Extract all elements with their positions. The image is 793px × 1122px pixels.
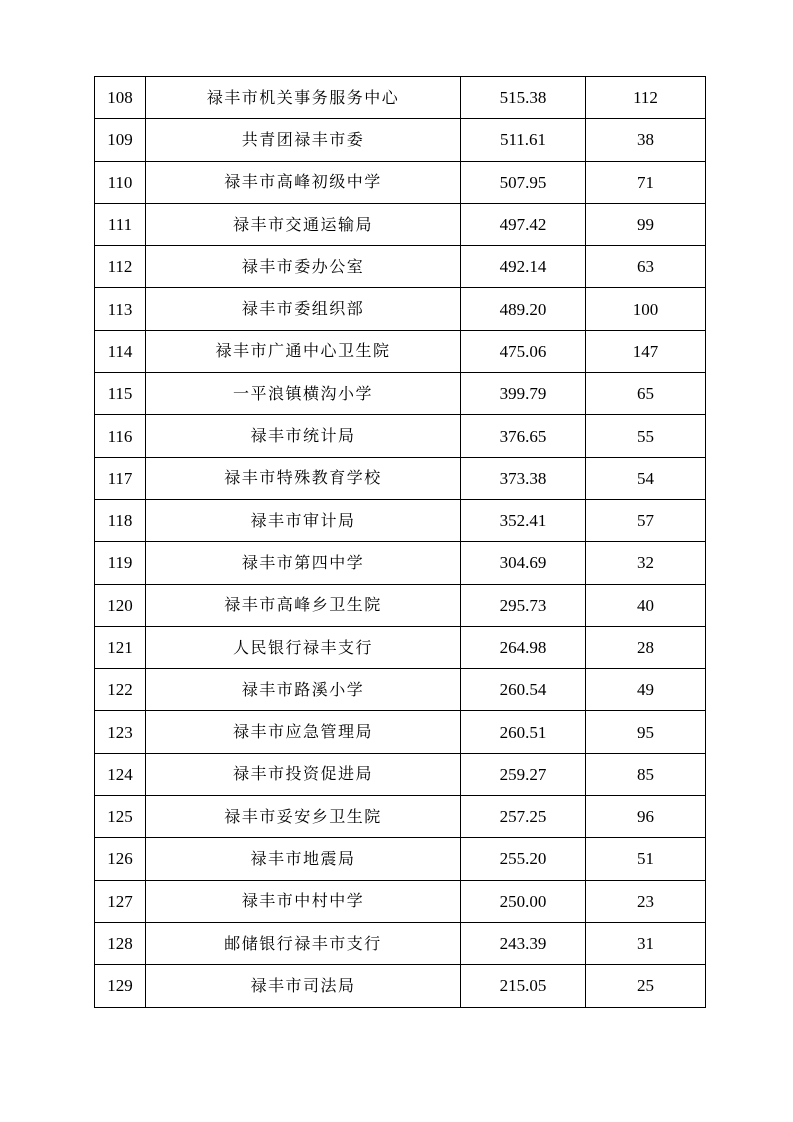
value-cell: 259.27 xyxy=(461,753,586,795)
row-index-cell: 122 xyxy=(95,669,146,711)
unit-name-cell: 禄丰市委组织部 xyxy=(146,288,461,330)
value-cell: 373.38 xyxy=(461,457,586,499)
value-cell: 260.51 xyxy=(461,711,586,753)
value-cell: 489.20 xyxy=(461,288,586,330)
count-cell: 100 xyxy=(586,288,706,330)
count-cell: 99 xyxy=(586,203,706,245)
row-index-cell: 114 xyxy=(95,330,146,372)
row-index-cell: 111 xyxy=(95,203,146,245)
unit-name-cell: 禄丰市高峰初级中学 xyxy=(146,161,461,203)
table-row xyxy=(95,77,706,119)
row-index-cell: 116 xyxy=(95,415,146,457)
unit-name-cell: 一平浪镇横沟小学 xyxy=(146,373,461,415)
value-cell: 511.61 xyxy=(461,119,586,161)
table-body xyxy=(95,77,706,1008)
unit-name-cell: 禄丰市特殊教育学校 xyxy=(146,457,461,499)
count-cell: 32 xyxy=(586,542,706,584)
unit-name-cell: 人民银行禄丰支行 xyxy=(146,626,461,668)
row-index-cell: 127 xyxy=(95,880,146,922)
unit-name-cell: 禄丰市投资促进局 xyxy=(146,753,461,795)
table-row xyxy=(95,753,706,795)
count-cell: 85 xyxy=(586,753,706,795)
unit-name-cell: 禄丰市路溪小学 xyxy=(146,669,461,711)
table-row xyxy=(95,203,706,245)
unit-name-cell: 禄丰市司法局 xyxy=(146,965,461,1007)
table-row xyxy=(95,373,706,415)
row-index-cell: 121 xyxy=(95,626,146,668)
table-row xyxy=(95,246,706,288)
count-cell: 112 xyxy=(586,77,706,119)
table-row xyxy=(95,542,706,584)
count-cell: 55 xyxy=(586,415,706,457)
count-cell: 51 xyxy=(586,838,706,880)
unit-name-cell: 禄丰市第四中学 xyxy=(146,542,461,584)
row-index-cell: 113 xyxy=(95,288,146,330)
row-index-cell: 118 xyxy=(95,499,146,541)
value-cell: 492.14 xyxy=(461,246,586,288)
value-cell: 260.54 xyxy=(461,669,586,711)
count-cell: 96 xyxy=(586,796,706,838)
unit-name-cell: 禄丰市机关事务服务中心 xyxy=(146,77,461,119)
unit-name-cell: 禄丰市交通运输局 xyxy=(146,203,461,245)
value-cell: 215.05 xyxy=(461,965,586,1007)
table-row xyxy=(95,330,706,372)
row-index-cell: 124 xyxy=(95,753,146,795)
count-cell: 63 xyxy=(586,246,706,288)
value-cell: 250.00 xyxy=(461,880,586,922)
table-row xyxy=(95,119,706,161)
unit-name-cell: 禄丰市广通中心卫生院 xyxy=(146,330,461,372)
value-cell: 264.98 xyxy=(461,626,586,668)
table-row xyxy=(95,457,706,499)
value-cell: 376.65 xyxy=(461,415,586,457)
unit-name-cell: 邮储银行禄丰市支行 xyxy=(146,922,461,964)
unit-name-cell: 共青团禄丰市委 xyxy=(146,119,461,161)
count-cell: 147 xyxy=(586,330,706,372)
count-cell: 95 xyxy=(586,711,706,753)
value-cell: 497.42 xyxy=(461,203,586,245)
count-cell: 40 xyxy=(586,584,706,626)
row-index-cell: 112 xyxy=(95,246,146,288)
row-index-cell: 123 xyxy=(95,711,146,753)
row-index-cell: 108 xyxy=(95,77,146,119)
value-cell: 475.06 xyxy=(461,330,586,372)
row-index-cell: 125 xyxy=(95,796,146,838)
unit-name-cell: 禄丰市地震局 xyxy=(146,838,461,880)
count-cell: 54 xyxy=(586,457,706,499)
row-index-cell: 129 xyxy=(95,965,146,1007)
table-row xyxy=(95,880,706,922)
unit-name-cell: 禄丰市统计局 xyxy=(146,415,461,457)
table-row xyxy=(95,965,706,1007)
row-index-cell: 119 xyxy=(95,542,146,584)
value-cell: 507.95 xyxy=(461,161,586,203)
table-row xyxy=(95,626,706,668)
table-row xyxy=(95,669,706,711)
row-index-cell: 117 xyxy=(95,457,146,499)
row-index-cell: 115 xyxy=(95,373,146,415)
value-cell: 399.79 xyxy=(461,373,586,415)
count-cell: 65 xyxy=(586,373,706,415)
table-row xyxy=(95,711,706,753)
table-row xyxy=(95,415,706,457)
table-row xyxy=(95,288,706,330)
data-table xyxy=(94,76,706,1008)
count-cell: 23 xyxy=(586,880,706,922)
value-cell: 257.25 xyxy=(461,796,586,838)
row-index-cell: 126 xyxy=(95,838,146,880)
table-row xyxy=(95,584,706,626)
value-cell: 304.69 xyxy=(461,542,586,584)
count-cell: 49 xyxy=(586,669,706,711)
count-cell: 38 xyxy=(586,119,706,161)
count-cell: 31 xyxy=(586,922,706,964)
table-row xyxy=(95,796,706,838)
unit-name-cell: 禄丰市审计局 xyxy=(146,499,461,541)
unit-name-cell: 禄丰市高峰乡卫生院 xyxy=(146,584,461,626)
table-row xyxy=(95,922,706,964)
count-cell: 28 xyxy=(586,626,706,668)
table-row xyxy=(95,838,706,880)
row-index-cell: 109 xyxy=(95,119,146,161)
count-cell: 57 xyxy=(586,499,706,541)
unit-name-cell: 禄丰市应急管理局 xyxy=(146,711,461,753)
count-cell: 25 xyxy=(586,965,706,1007)
row-index-cell: 110 xyxy=(95,161,146,203)
unit-name-cell: 禄丰市委办公室 xyxy=(146,246,461,288)
value-cell: 255.20 xyxy=(461,838,586,880)
unit-name-cell: 禄丰市妥安乡卫生院 xyxy=(146,796,461,838)
unit-name-cell: 禄丰市中村中学 xyxy=(146,880,461,922)
value-cell: 295.73 xyxy=(461,584,586,626)
table-row xyxy=(95,161,706,203)
count-cell: 71 xyxy=(586,161,706,203)
row-index-cell: 120 xyxy=(95,584,146,626)
row-index-cell: 128 xyxy=(95,922,146,964)
table-row xyxy=(95,499,706,541)
value-cell: 515.38 xyxy=(461,77,586,119)
value-cell: 243.39 xyxy=(461,922,586,964)
value-cell: 352.41 xyxy=(461,499,586,541)
